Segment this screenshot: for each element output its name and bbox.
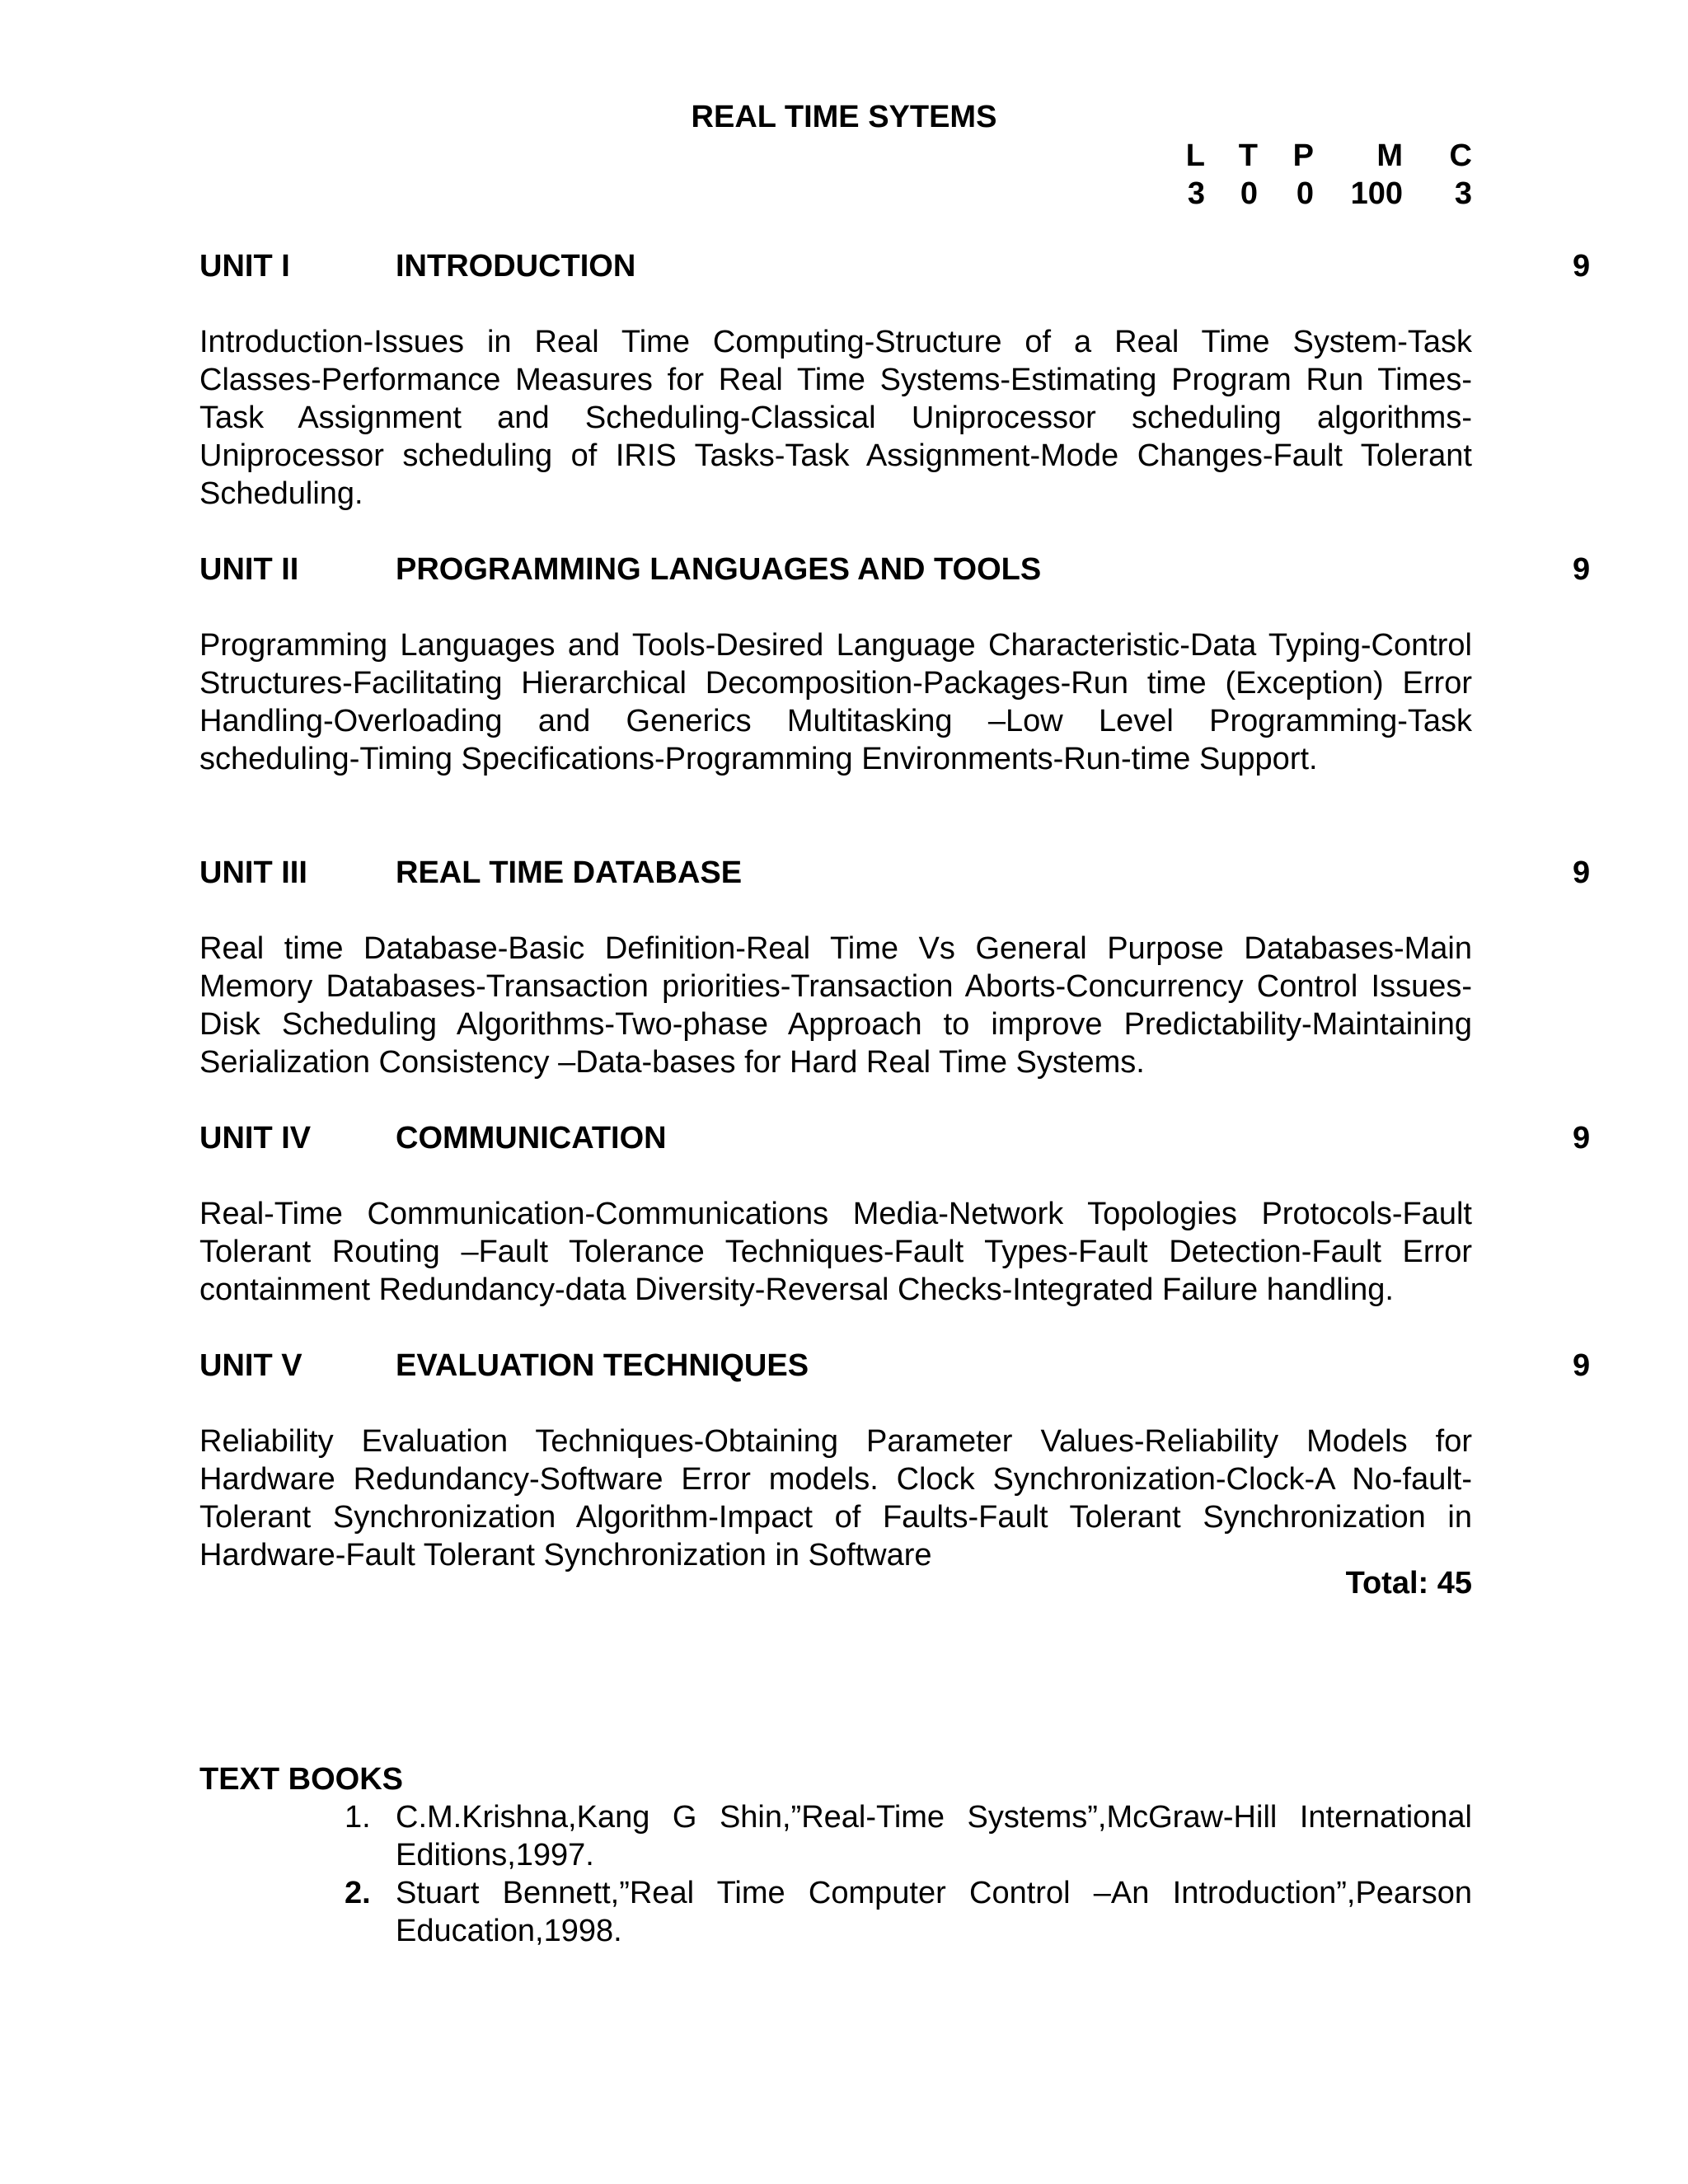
unit-4-content: Real-Time Communication-Communications Media-Network Topologies Protocols-Fault Tolerant Routing –Fault Tolerance Techniques-Fault Types-Fault Detection-Fault Error containment Redundancy-data Diversity-Reversal Checks-Integrated Failure handling. (199, 1197, 1472, 1307)
unit-title: REAL TIME DATABASE (396, 855, 743, 890)
unit-number: UNIT I (199, 249, 290, 284)
unit-hours: 9 (1573, 552, 1591, 587)
unit-title: EVALUATION TECHNIQUES (396, 1348, 809, 1383)
unit-hours: 9 (1573, 855, 1591, 890)
text-book-citation: Stuart Bennett,”Real Time Computer Control –An Introduction”,Pearson Education,1998. (396, 1876, 1472, 1948)
unit-number: UNIT V (199, 1348, 302, 1383)
unit-hours: 9 (1573, 1121, 1591, 1155)
unit-number: UNIT III (199, 855, 307, 890)
text-book-number: 2. (345, 1876, 371, 1910)
unit-hours: 9 (1573, 249, 1591, 284)
text-book-citation: C.M.Krishna,Kang G Shin,”Real-Time Systems”,McGraw-Hill International Editions,1997. (396, 1800, 1472, 1872)
unit-title: PROGRAMMING LANGUAGES AND TOOLS (396, 552, 1042, 587)
unit-number: UNIT IV (199, 1121, 312, 1155)
text-books-heading: TEXT BOOKS (199, 1762, 404, 1797)
credits-header-row (1180, 137, 1472, 175)
credit-header-m: M (1376, 138, 1403, 173)
unit-5-content: Reliability Evaluation Techniques-Obtaining Parameter Values-Reliability Models for Hardware Redundancy-Software Error models. Clock Synchronization-Clock-A No-fault-Tolerant Synchronization Algorithm-Impact of Faults-Fault Tolerant Synchronization in Hardware-Fault Tolerant Synchronization in Software (199, 1424, 1472, 1572)
credit-header-l: L (1185, 138, 1205, 173)
unit-1-content: Introduction-Issues in Real Time Computing-Structure of a Real Time System-Task Classes-Performance Measures for Real Time Systems-Estimating Program Run Times-Task Assignment and Scheduling-Classical Uniprocessor scheduling algorithms-Uniprocessor scheduling of IRIS Tasks-Task Assignment-Mode Changes-Fault Tolerant Scheduling. (199, 325, 1472, 511)
credits-value-row (1180, 175, 1472, 213)
unit-2-content: Programming Languages and Tools-Desired Language Characteristic-Data Typing-Control Structures-Facilitating Hierarchical Decomposition-Packages-Run time (Exception) Error Handling-Overloading and Generics Multitasking –Low Level Programming-Task scheduling-Timing Specifications-Programming Environments-Run-time Support. (199, 628, 1472, 776)
credit-value-m: 100 (1350, 176, 1403, 211)
text-book-number: 1. (345, 1800, 371, 1835)
unit-hours: 9 (1573, 1348, 1591, 1383)
unit-title: INTRODUCTION (396, 249, 636, 284)
credit-header-c: C (1449, 138, 1472, 173)
credit-value-t: 0 (1240, 176, 1258, 211)
unit-title: COMMUNICATION (396, 1121, 667, 1155)
credits-table (1180, 137, 1472, 213)
credit-value-l: 3 (1187, 176, 1205, 211)
unit-number: UNIT II (199, 552, 299, 587)
total-hours: Total: 45 (1345, 1566, 1472, 1601)
credit-header-t: T (1238, 138, 1258, 173)
credit-value-c: 3 (1454, 176, 1472, 211)
credit-header-p: P (1292, 138, 1314, 173)
page-title: REAL TIME SYTEMS (691, 100, 997, 134)
unit-3-content: Real time Database-Basic Definition-Real Time Vs General Purpose Databases-Main Memory Databases-Transaction priorities-Transaction Aborts-Concurrency Control Issues-Disk Scheduling Algorithms-Two-phase Approach to improve Predictability-Maintaining Serialization Consistency –Data-bases for Hard Real Time Systems. (199, 931, 1472, 1080)
credit-value-p: 0 (1296, 176, 1314, 211)
